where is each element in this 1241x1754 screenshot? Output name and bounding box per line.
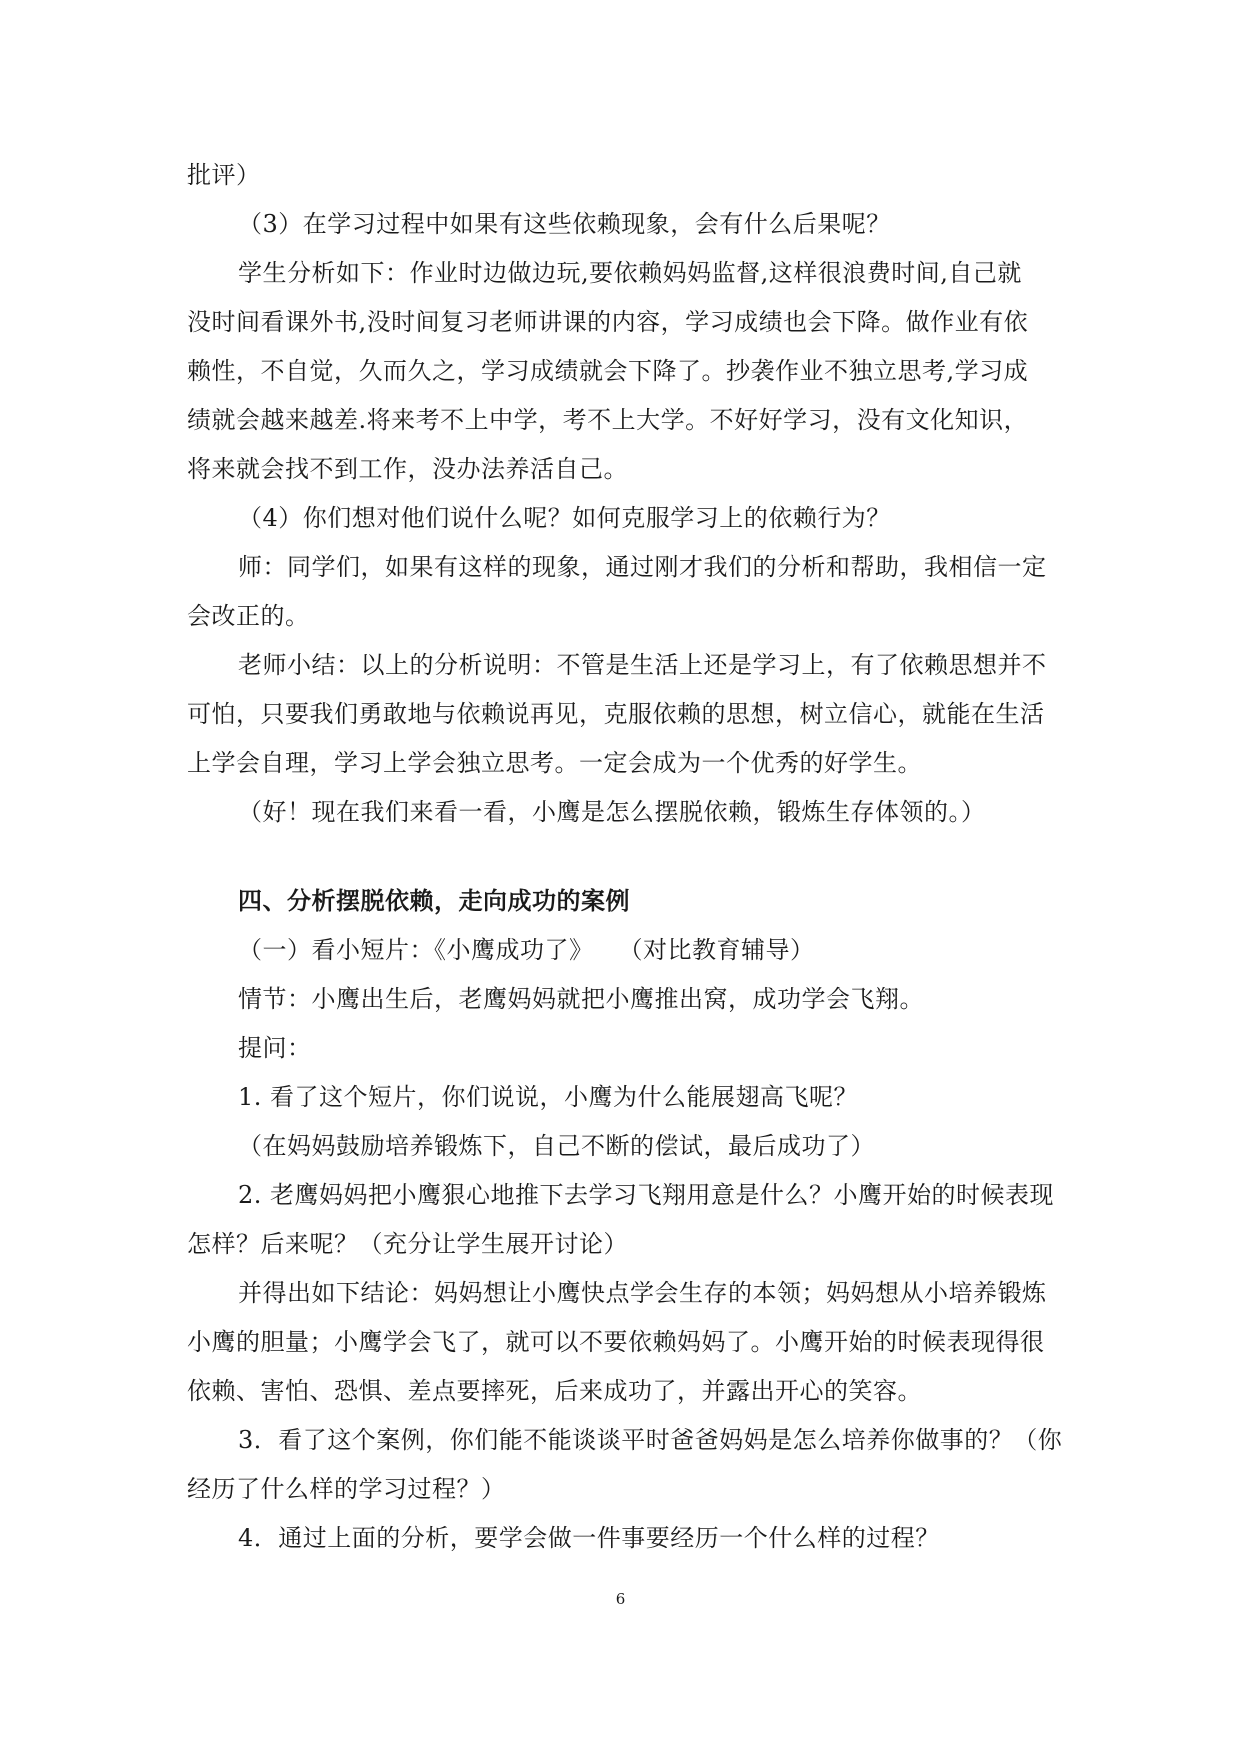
question-line: 2. 老鹰妈妈把小鹰狠心地推下去学习飞翔用意是什么？小鹰开始的时候表现 — [238, 1181, 1055, 1209]
text-line: 学生分析如下：作业时边做边玩,要依赖妈妈监督,这样很浪费时间,自己就 — [238, 259, 1022, 287]
text-line: 赖性，不自觉，久而久之，学习成绩就会下降了。抄袭作业不独立思考,学习成 — [187, 357, 1029, 385]
question-line: 4．通过上面的分析，要学会做一件事要经历一个什么样的过程？ — [238, 1524, 940, 1552]
text-line: 经历了什么样的学习过程？） — [187, 1475, 506, 1503]
text-line: 并得出如下结论：妈妈想让小鹰快点学会生存的本领；妈妈想从小培养锻炼 — [238, 1279, 1047, 1307]
text-line: 上学会自理，学习上学会独立思考。一定会成为一个优秀的好学生。 — [187, 749, 922, 777]
question-line: 1. 看了这个短片，你们说说，小鹰为什么能展翅高飞呢？ — [238, 1083, 859, 1111]
text-line: 老师小结：以上的分析说明：不管是生活上还是学习上，有了依赖思想并不 — [238, 651, 1047, 679]
page-number: 6 — [615, 1590, 626, 1608]
text-line: 绩就会越来越差.将来考不上中学，考不上大学。不好好学习，没有文化知识， — [187, 406, 1029, 434]
text-line: 可怕，只要我们勇敢地与依赖说再见，克服依赖的思想，树立信心，就能在生活 — [187, 700, 1045, 728]
question-line: （3）在学习过程中如果有这些依赖现象，会有什么后果呢？ — [238, 210, 891, 238]
text-line: 师：同学们，如果有这样的现象，通过刚才我们的分析和帮助，我相信一定 — [238, 553, 1047, 581]
text-line: （好！现在我们来看一看，小鹰是怎么摆脱依赖，锻炼生存体领的。） — [238, 798, 986, 826]
text-line: （一）看小短片：《小鹰成功了》 （对比教育辅导） — [238, 936, 815, 964]
text-line: 会改正的。 — [187, 602, 310, 630]
text-line: 将来就会找不到工作，没办法养活自己。 — [187, 455, 628, 483]
text-line: 情节：小鹰出生后，老鹰妈妈就把小鹰推出窝，成功学会飞翔。 — [238, 985, 924, 1013]
section-heading: 四、分析摆脱依赖，走向成功的案例 — [238, 886, 630, 915]
text-line: 没时间看课外书,没时间复习老师讲课的内容，学习成绩也会下降。做作业有依 — [187, 308, 1029, 336]
text-line: 依赖、害怕、恐惧、差点要摔死，后来成功了，并露出开心的笑容。 — [187, 1377, 922, 1405]
question-line: 3．看了这个案例，你们能不能谈谈平时爸爸妈妈是怎么培养你做事的？（你 — [238, 1426, 1063, 1454]
text-line: 怎样？后来呢？（充分让学生展开讨论） — [187, 1230, 628, 1258]
text-line: 提问： — [238, 1034, 312, 1062]
text-line: 批评） — [187, 161, 261, 189]
question-line: （4）你们想对他们说什么呢？如何克服学习上的依赖行为？ — [238, 504, 891, 532]
answer-line: （在妈妈鼓励培养锻炼下，自己不断的偿试，最后成功了） — [238, 1132, 875, 1160]
text-line: 小鹰的胆量；小鹰学会飞了，就可以不要依赖妈妈了。小鹰开始的时候表现得很 — [187, 1328, 1045, 1356]
